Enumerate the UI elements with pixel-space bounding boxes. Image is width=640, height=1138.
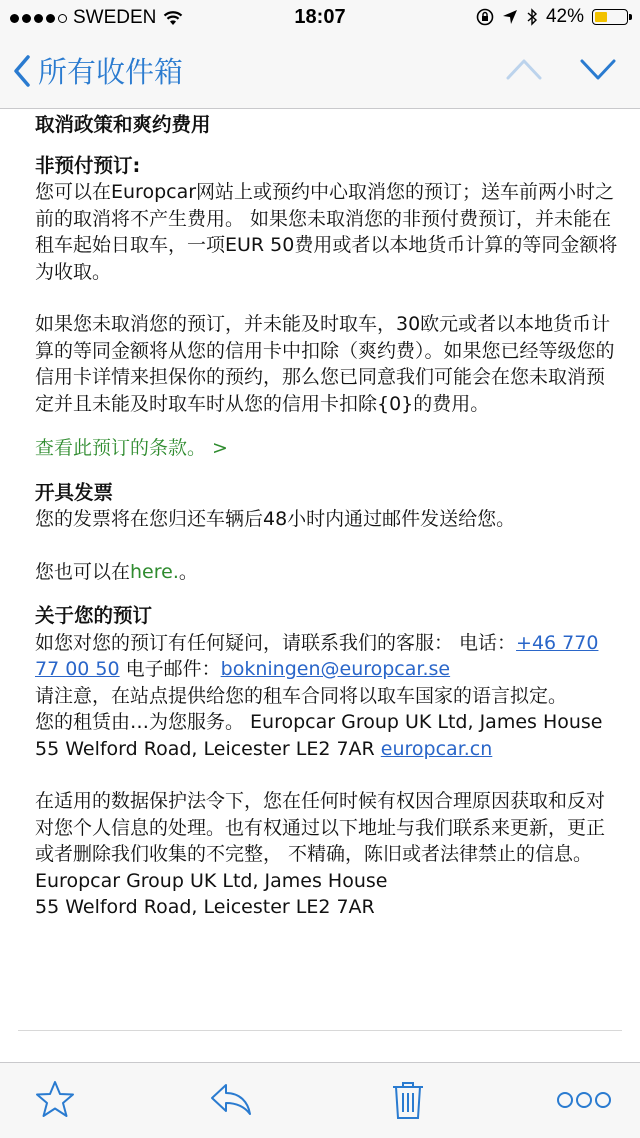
email-link[interactable]: bokningen@europcar.se bbox=[220, 658, 451, 680]
location-icon bbox=[502, 9, 518, 25]
cancellation-policy-heading: 取消政策和爽约费用 bbox=[35, 113, 211, 136]
invoice-here-link[interactable]: here. bbox=[130, 560, 179, 583]
rotation-lock-icon bbox=[476, 8, 494, 26]
trash-icon[interactable] bbox=[390, 1079, 426, 1121]
service-line: 您的租赁由…为您服务。 Europcar Group UK Ltd, James House bbox=[35, 711, 603, 733]
chevron-left-icon bbox=[12, 54, 32, 88]
email-label: 电子邮件： bbox=[119, 658, 221, 680]
address-line bbox=[35, 736, 620, 763]
content-divider bbox=[18, 1030, 622, 1031]
clock: 18:07 bbox=[294, 6, 346, 28]
cancellation-paragraph: 您可以在Europcar网站上或预约中心取消您的预订；送车前两小时之前的取消将不产生费用。 如果您未取消您的非预付费预订，并未能在租车起始日取车，一项EUR 50费用或者以本地货币计算的等同金额将为收取。 bbox=[35, 181, 618, 283]
about-booking-heading: 关于您的预订 bbox=[35, 604, 153, 627]
contract-note: 请注意，在站点提供给您的租车合同将以取车国家的语言拟定。 bbox=[35, 684, 568, 707]
non-prepaid-heading: 非预付预订: bbox=[35, 153, 141, 177]
contact-line bbox=[35, 630, 620, 683]
email-body bbox=[35, 110, 620, 921]
contact-prefix: 如您对您的预订有任何疑问，请联系我们的客服： 电话： bbox=[35, 631, 517, 654]
invoice-also-prefix: 您也可以在 bbox=[35, 560, 131, 583]
flag-star-icon[interactable] bbox=[34, 1079, 76, 1119]
next-message-chevron-down-icon[interactable] bbox=[579, 54, 617, 84]
reply-icon[interactable] bbox=[208, 1079, 254, 1119]
status-bar bbox=[0, 0, 640, 36]
invoice-suffix: 。 bbox=[178, 560, 198, 583]
privacy-paragraph: 在适用的数据保护法令下，您在任何时候有权因合理原因获取和反对对您个人信息的处理。也有权通过以下地址与我们联系来更新，更正或者删除我们收集的不完整， 不精确，陈旧或者法律禁止的信息。 Europcar Group UK Ltd, James House bbox=[35, 790, 606, 892]
nav-bar bbox=[0, 36, 640, 109]
invoice-heading: 开具发票 bbox=[35, 480, 114, 504]
privacy-address: 55 Welford Road, Leicester LE2 7AR bbox=[35, 896, 375, 918]
battery-percent: 42% bbox=[545, 6, 584, 27]
terms-link[interactable]: 查看此预订的条款。 > bbox=[35, 437, 228, 459]
carrier-name: SWEDEN bbox=[73, 7, 157, 28]
invoice-text: 您的发票将在您归还车辆后48小时内通过邮件发送给您。 bbox=[35, 508, 516, 530]
more-icon[interactable] bbox=[556, 1089, 612, 1111]
invoice-also-line bbox=[35, 559, 620, 586]
no-show-paragraph: 如果您未取消您的预订，并未能及时取车，30欧元或者以本地货币计算的等同金额将从您的信用卡中扣除（爽约费）。如果您已经等级您的信用卡详情来担保你的预约，那么您已同意我们可能会在您未取消预定并且未能及时取车时从您的信用卡扣除{0}的费用。 bbox=[35, 313, 615, 415]
bottom-toolbar bbox=[0, 1062, 640, 1138]
address-text: 55 Welford Road, Leicester LE2 7AR bbox=[35, 737, 381, 760]
phone-link[interactable]: +46 770 77 00 50 bbox=[35, 631, 599, 680]
back-button[interactable] bbox=[12, 50, 183, 91]
status-right bbox=[476, 6, 628, 28]
battery-icon bbox=[592, 9, 628, 25]
europcar-site-link[interactable]: europcar.cn bbox=[380, 737, 493, 760]
back-label: 所有收件箱 bbox=[38, 55, 184, 89]
previous-message-chevron-up-icon[interactable] bbox=[505, 54, 543, 84]
bluetooth-icon bbox=[526, 8, 538, 26]
